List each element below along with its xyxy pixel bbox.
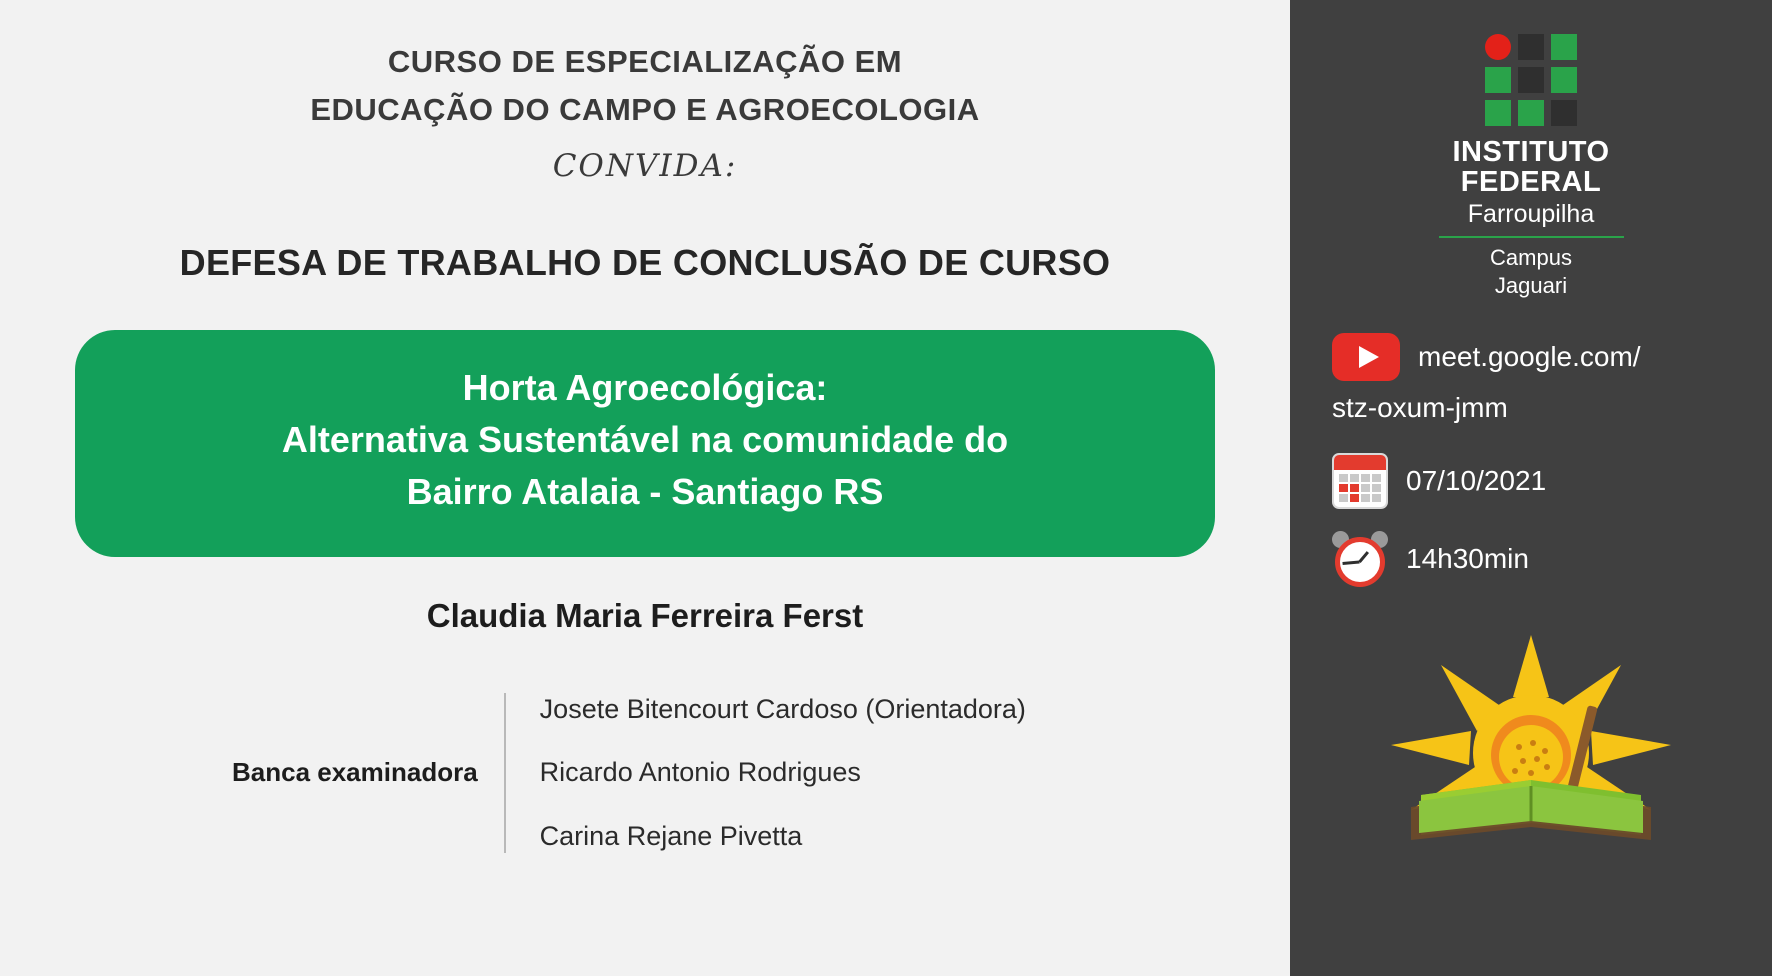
event-time-value: 14h30min — [1406, 543, 1529, 575]
committee-list — [540, 693, 1026, 853]
committee-section — [0, 693, 1290, 853]
institution-name-block — [1439, 138, 1624, 299]
author-name: Claudia Maria Ferreira Ferst — [426, 596, 864, 634]
poster-right-panel — [1290, 0, 1772, 976]
invite-word: CONVIDA: — [552, 148, 738, 185]
list-item: Carina Rejane Pivetta — [539, 821, 803, 852]
meeting-url-line-2: stz-oxum-jmm — [1332, 392, 1508, 424]
event-time-row — [1332, 531, 1772, 587]
youtube-icon — [1332, 333, 1400, 381]
course-header — [0, 0, 1290, 184]
logo-divider — [1439, 236, 1624, 238]
campus-line-2: Jaguari — [1494, 272, 1568, 298]
event-type-heading: DEFESA DE TRABALHO DE CONCLUSÃO DE CURSO — [179, 242, 1111, 284]
thesis-title-line-3: Bairro Atalaia - Santiago RS — [406, 471, 884, 513]
calendar-icon — [1332, 453, 1388, 509]
event-info-rows — [1290, 333, 1772, 609]
list-item: Ricardo Antonio Rodrigues — [539, 757, 861, 788]
institution-subtitle: Farroupilha — [1467, 200, 1595, 229]
committee-divider — [504, 693, 506, 853]
institution-title-line-1: INSTITUTO — [1452, 136, 1610, 168]
meeting-link-text — [1418, 338, 1641, 376]
course-line-1: CURSO DE ESPECIALIZAÇÃO EM — [387, 44, 903, 79]
event-date-row — [1332, 453, 1772, 509]
thesis-title-line-2: Alternativa Sustentável na comunidade do — [281, 419, 1009, 461]
course-line-2: EDUCAÇÃO DO CAMPO E AGROECOLOGIA — [310, 92, 980, 128]
committee-label: Banca examinadora — [232, 757, 478, 788]
institution-logo — [1439, 34, 1624, 299]
iff-logo-mark-icon — [1485, 34, 1577, 126]
event-date-value: 07/10/2021 — [1406, 465, 1547, 497]
sunrise-book-emblem-icon — [1381, 635, 1681, 855]
thesis-title-box — [75, 330, 1215, 557]
list-item: Josete Bitencourt Cardoso (Orientadora) — [539, 693, 1026, 724]
meeting-url-line-1: meet.google.com/ — [1418, 341, 1641, 373]
meeting-link-row[interactable] — [1332, 333, 1772, 381]
institution-title-line-2: FEDERAL — [1460, 165, 1602, 198]
meeting-link-row-second-line — [1332, 389, 1772, 427]
alarm-clock-icon — [1332, 531, 1388, 587]
campus-line-1: Campus — [1490, 245, 1572, 271]
thesis-title-line-1: Horta Agroecológica: — [462, 367, 828, 409]
